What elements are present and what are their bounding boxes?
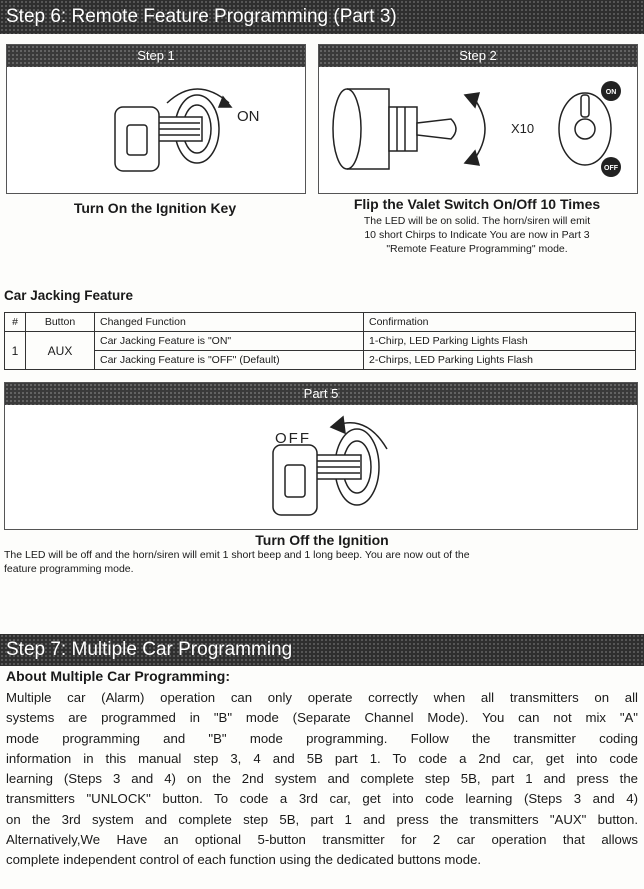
row-confirmation: 1-Chirp, LED Parking Lights Flash: [364, 332, 636, 351]
step6-title: Step 6: Remote Feature Programming (Part 3): [6, 6, 397, 27]
row-confirmation: 2-Chirps, LED Parking Lights Flash: [364, 351, 636, 370]
row-button: AUX: [26, 332, 95, 370]
ignition-key-on-illustration: [7, 67, 305, 191]
step2-caption: Flip the Valet Switch On/Off 10 Times: [353, 196, 601, 212]
col-header: #: [5, 313, 26, 332]
part5-desc-line: The LED will be off and the horn/siren will emit 1 short beep and 1 long beep. You are now out of the: [4, 549, 470, 561]
off-label: OFF: [275, 430, 311, 447]
step7-title: Step 7: Multiple Car Programming: [6, 639, 293, 660]
col-header: Changed Function: [95, 313, 364, 332]
switch-off-label: OFF: [604, 165, 618, 172]
ignition-key-off-illustration: [5, 405, 637, 527]
paragraph-line: on the 3rd system and complete step 5B, part 1 and press the transmitters "AUX" button.: [6, 811, 638, 827]
step2-desc-line: The LED will be on solid. The horn/siren will emit: [363, 215, 591, 227]
col-header: Button: [26, 313, 95, 332]
step2-description: [310, 214, 644, 256]
paragraph-line: learning (Steps 3 and 4) on the 2nd system and complete step 5B, part 1 and press the: [6, 771, 638, 787]
switch-on-label: ON: [605, 89, 617, 96]
part5-header: Part 5: [5, 383, 637, 405]
step1-header: Step 1: [7, 45, 305, 67]
step6-title-bar: [0, 0, 644, 34]
times-label: X10: [511, 121, 535, 136]
step7-title-bar: [0, 634, 644, 666]
table-row: [5, 332, 636, 351]
valet-switch-illustration: [319, 67, 637, 191]
part5-panel: [4, 382, 638, 530]
car-jacking-heading: Car Jacking Feature: [4, 288, 134, 303]
on-label: ON: [237, 108, 260, 125]
paragraph-line: systems are programmed in "B" mode (Separate Channel Mode). You can not mix "A": [6, 710, 638, 726]
paragraph-line: transmitters "UNLOCK" button. To code a 3rd car, get into code learning (Steps 3 and 4): [6, 791, 638, 807]
paragraph-line: Multiple car (Alarm) operation can only operate correctly when all transmitters on all: [6, 690, 638, 705]
paragraph-line: mode programming and "B" mode programming. Follow the transmitter coding: [6, 730, 638, 746]
step2-desc-line: 10 short Chirps to Indicate You are now in Part 3: [364, 229, 590, 241]
table-row: [5, 351, 636, 370]
row-function: Car Jacking Feature is "ON": [95, 332, 364, 351]
car-jacking-table: [4, 312, 636, 370]
step1-panel: [6, 44, 306, 194]
col-header: Confirmation: [364, 313, 636, 332]
step7-paragraph: [6, 688, 638, 871]
about-heading: About Multiple Car Programming:: [6, 668, 230, 684]
part5-desc-line: feature programming mode.: [4, 563, 134, 575]
step2-panel: [318, 44, 638, 194]
paragraph-line: Alternatively,We Have an optional 5-button transmitter for 2 car operation that allows: [6, 832, 638, 848]
part5-description: [4, 548, 640, 576]
paragraph-line: information in this manual step 3, 4 and 5B part 1. To code a 2nd car, get into code: [6, 750, 638, 766]
part5-caption: Turn Off the Ignition: [255, 532, 389, 548]
table-header-row: [5, 313, 636, 332]
step2-header: Step 2: [319, 45, 637, 67]
row-function: Car Jacking Feature is "OFF" (Default): [95, 351, 364, 370]
step2-desc-line: "Remote Feature Programming" mode.: [386, 243, 568, 255]
step1-caption: Turn On the Ignition Key: [73, 200, 237, 216]
paragraph-line: complete independent control of each function using the dedicated buttons mode.: [6, 852, 482, 868]
row-number: 1: [5, 332, 26, 370]
